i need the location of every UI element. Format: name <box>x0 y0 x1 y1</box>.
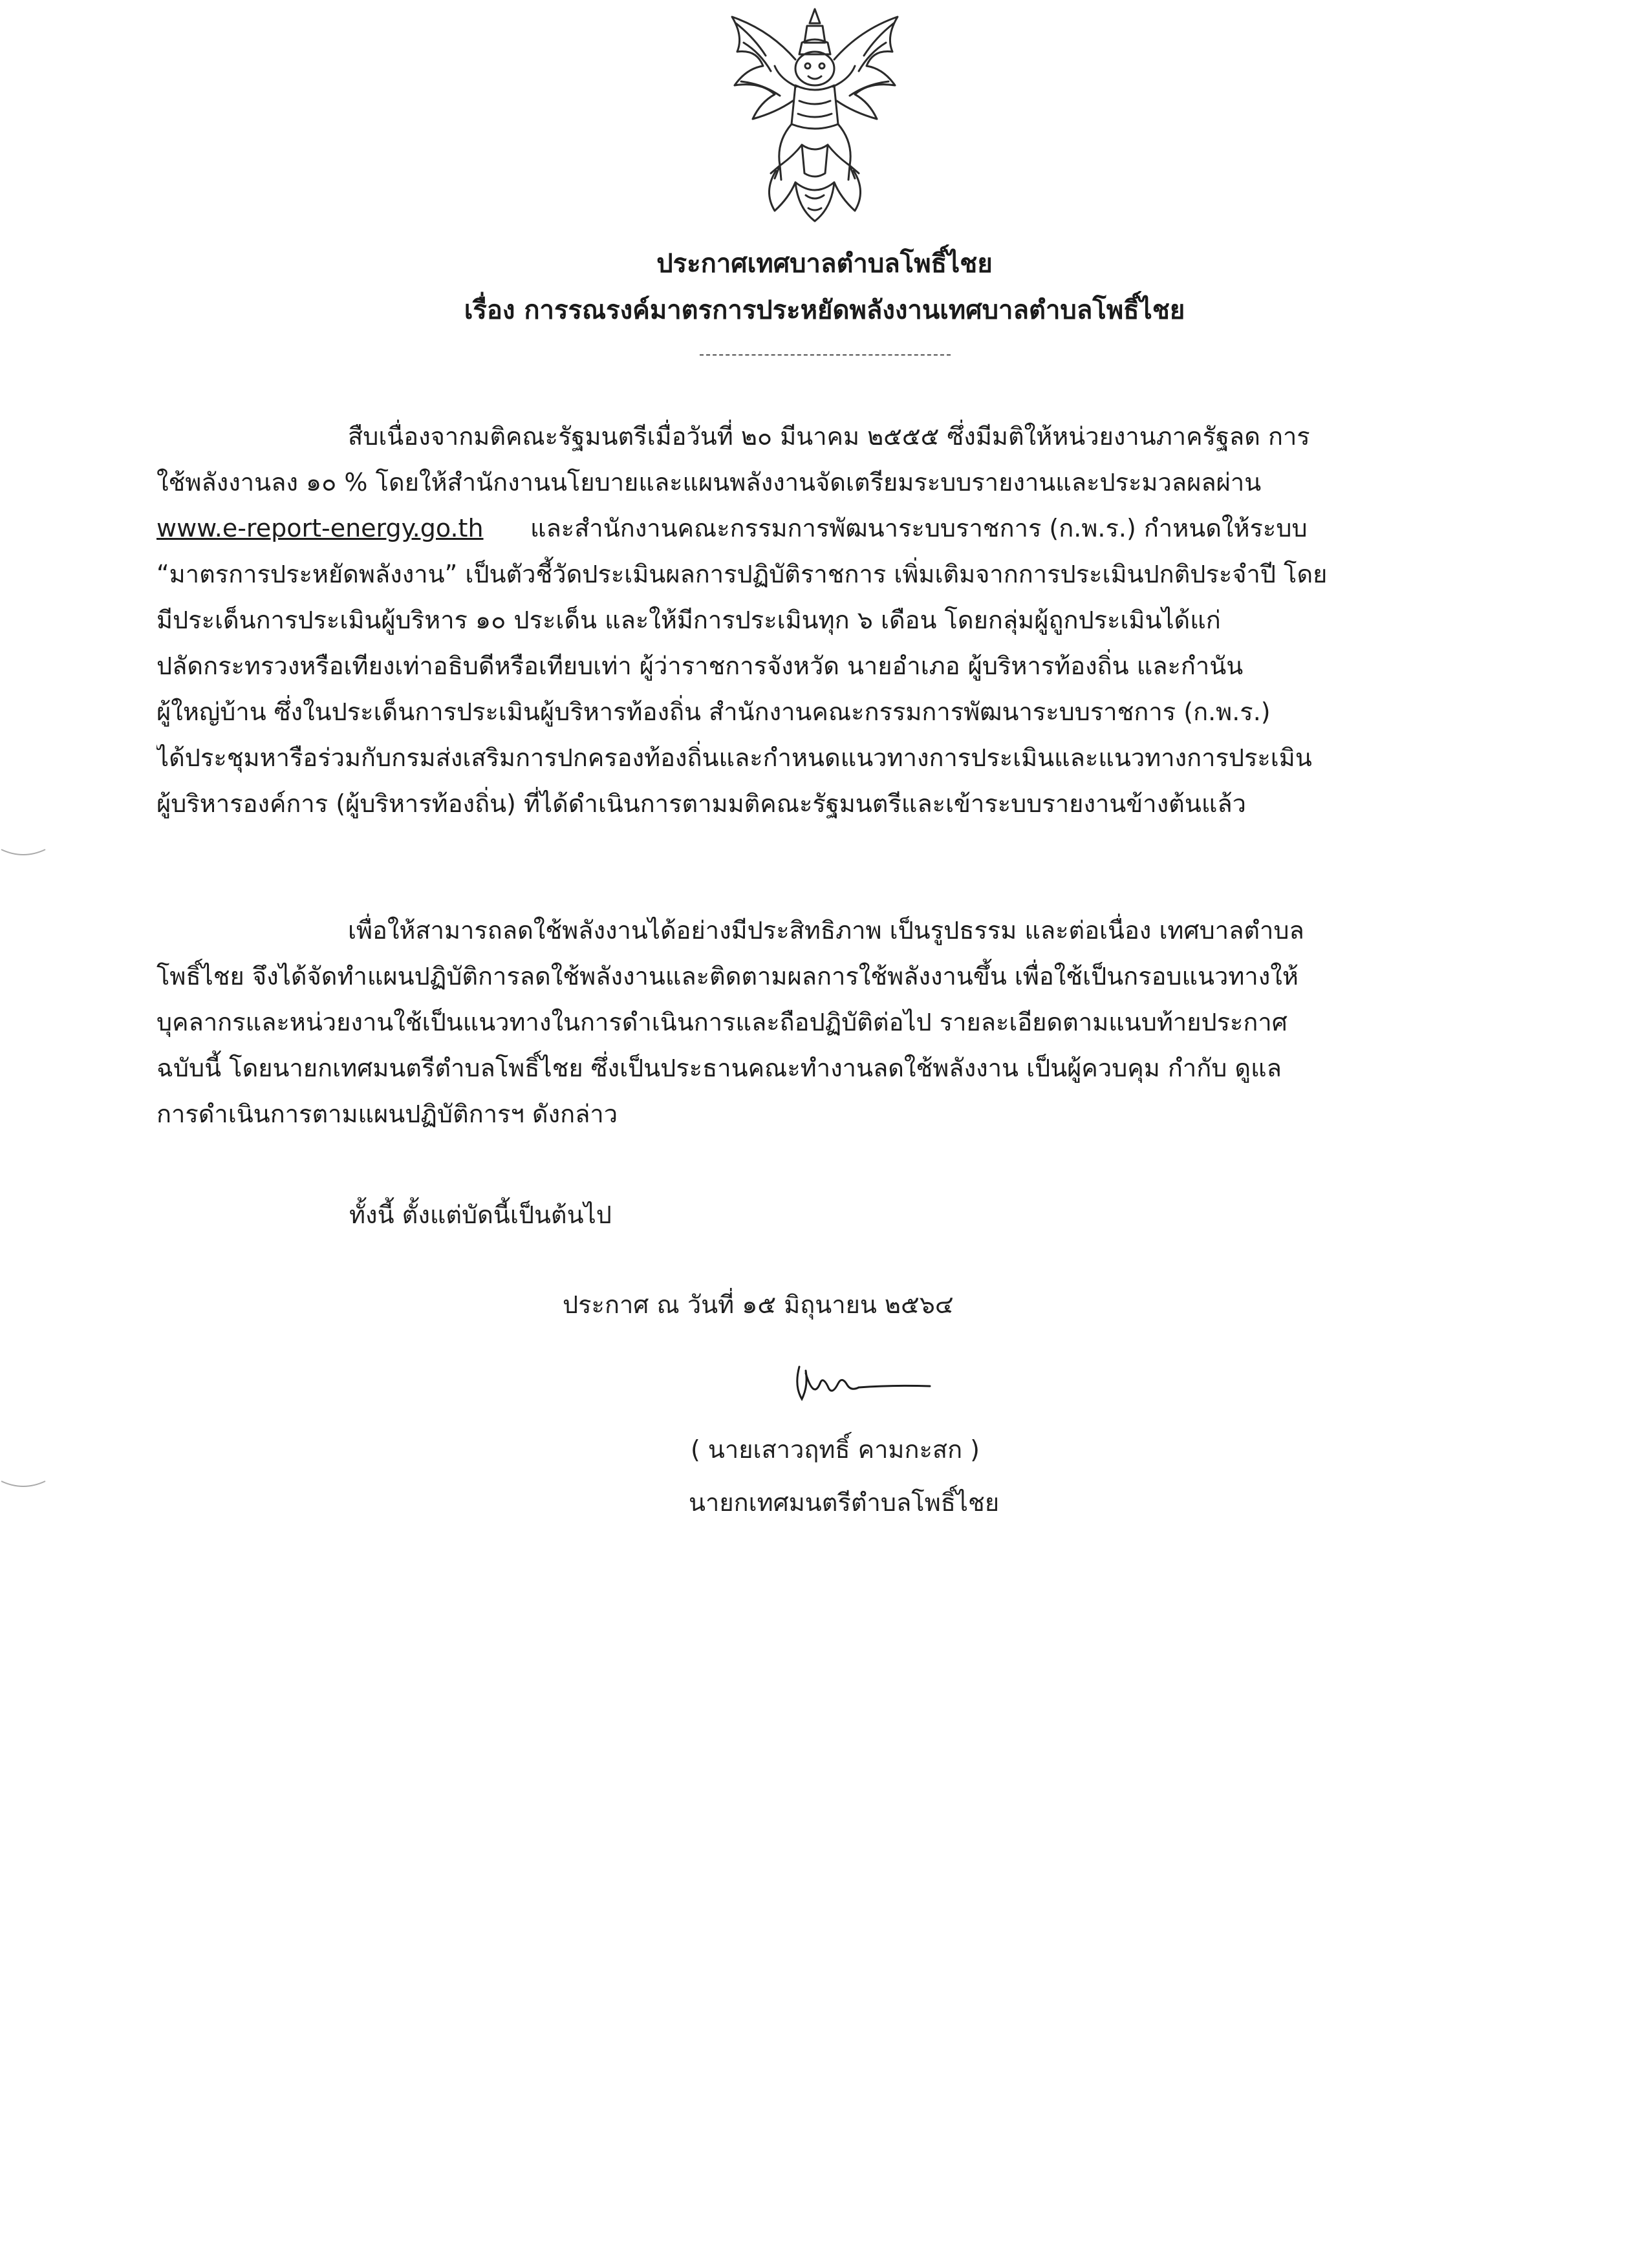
paragraph-line: โพธิ์ไชย จึงได้จัดทำแผนปฏิบัติการลดใช้พลังงานและติดตามผลการใช้พลังงานขึ้น เพื่อใช้เป็นกรอบแนวทางให้ <box>156 962 1299 990</box>
report-url-link[interactable]: www.e-report-energy.go.th <box>156 514 484 542</box>
closing-statement: ทั้งนี้ ตั้งแต่บัดนี้เป็นต้นไป <box>349 1201 612 1229</box>
paragraph-line: ได้ประชุมหารือร่วมกับกรมส่งเสริมการปกครองท้องถิ่นและกำหนดแนวทางการประเมินและแนวทางการประเมิน <box>156 744 1312 772</box>
paragraph-line: ผู้บริหารองค์การ (ผู้บริหารท้องถิ่น) ที่ได้ดำเนินการตามมติคณะรัฐมนตรีและเข้าระบบรายงานข้างต้นแล้ว <box>156 789 1246 818</box>
paragraph-line: การดำเนินการตามแผนปฏิบัติการฯ ดังกล่าว <box>156 1100 618 1128</box>
garuda-emblem-icon <box>698 4 931 229</box>
hole-punch-mark-icon <box>0 1477 47 1493</box>
signer-title: นายกเทศมนตรีตำบลโพธิ์ไชย <box>689 1488 1000 1517</box>
paragraph-line <box>156 506 1508 551</box>
paragraph-line: ผู้ใหญ่บ้าน ซึ่งในประเด็นการประเมินผู้บริหารท้องถิ่น สำนักงานคณะกรรมการพัฒนาระบบราชการ (ก.พ.ร.) <box>156 698 1271 726</box>
paragraph-line: เพื่อให้สามารถลดใช้พลังงานได้อย่างมีประสิทธิภาพ เป็นรูปธรรม และต่อเนื่อง เทศบาลตำบล <box>348 916 1304 945</box>
hole-punch-mark-icon <box>0 846 47 861</box>
subject-divider <box>700 354 951 356</box>
paragraph-line: สืบเนื่องจากมติคณะรัฐมนตรีเมื่อวันที่ ๒๐ มีนาคม ๒๕๕๕ ซึ่งมีมติให้หน่วยงานภาครัฐลด การ <box>348 422 1310 451</box>
announcement-date: ประกาศ ณ วันที่ ๑๕ มิถุนายน ๒๕๖๔ <box>563 1290 954 1319</box>
announcement-title: ประกาศเทศบาลตำบลโพธิ์ไชย <box>656 249 993 279</box>
paragraph-line: บุคลากรและหน่วยงานใช้เป็นแนวทางในการดำเนินการและถือปฏิบัติต่อไป รายละเอียดตามแนบท้ายประกาศ <box>156 1008 1288 1036</box>
body-paragraph-1 <box>156 414 1508 827</box>
body-paragraph-2 <box>156 908 1508 1137</box>
paragraph-line: ใช้พลังงานลง ๑๐ % โดยให้สำนักงานนโยบายและแผนพลังงานจัดเตรียมระบบรายงานและประมวลผลผ่าน <box>156 468 1262 497</box>
paragraph-line: “มาตรการประหยัดพลังงาน” เป็นตัวชี้วัดประเมินผลการปฏิบัติราชการ เพิ่มเติมจากการประเมินปกติประจำปี โดย <box>156 560 1328 588</box>
paragraph-line: ฉบับนี้ โดยนายกเทศมนตรีตำบลโพธิ์ไชย ซึ่งเป็นประธานคณะทำงานลดใช้พลังงาน เป็นผู้ควบคุม กำกับ ดูแล <box>156 1054 1282 1082</box>
paragraph-line-text: และสำนักงานคณะกรรมการพัฒนาระบบราชการ (ก.พ.ร.) กำหนดให้ระบบ <box>530 514 1308 542</box>
announcement-subject: เรื่อง การรณรงค์มาตรการประหยัดพลังงานเทศบาลตำบลโพธิ์ไชย <box>464 295 1185 325</box>
signer-name: ( นายเสาวฤทธิ์ คามกะสก ) <box>691 1435 980 1464</box>
paragraph-line: มีประเด็นการประเมินผู้บริหาร ๑๐ ประเด็น และให้มีการประเมินทุก ๖ เดือน โดยกลุ่มผู้ถูกประเมินได้แก่ <box>156 606 1221 634</box>
signature-icon <box>782 1347 938 1418</box>
paragraph-line: ปลัดกระทรวงหรือเทียงเท่าอธิบดีหรือเทียบเท่า ผู้ว่าราชการจังหวัด นายอำเภอ ผู้บริหารท้องถิ่น และกำนัน <box>156 652 1244 680</box>
